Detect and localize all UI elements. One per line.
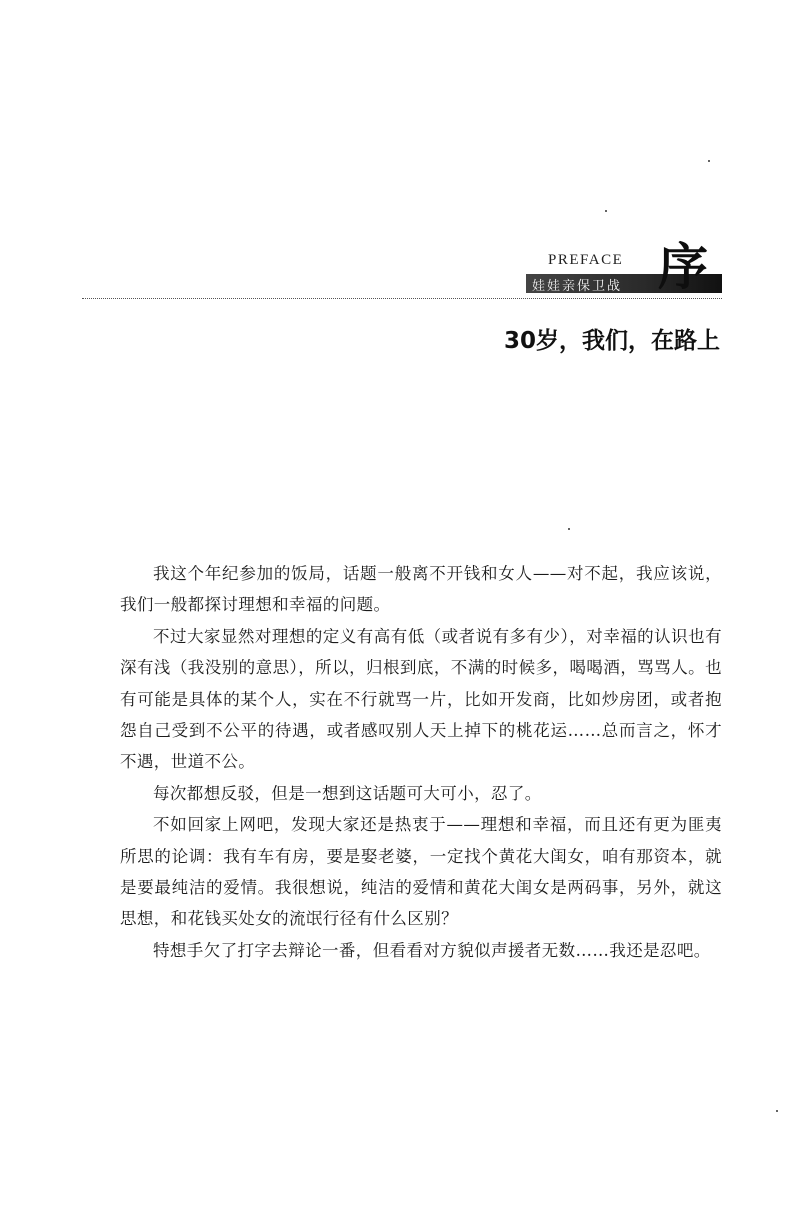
chapter-title: 30岁，我们，在路上 <box>503 328 720 354</box>
paragraph-2: 不过大家显然对理想的定义有高有低（或者说有多有少），对幸福的认识也有深有浅（我没别的意思），所以，归根到底，不满的时候多，喝喝酒，骂骂人。也有可能是具体的某个人，实在不行就骂一片，比如开发商，比如炒房团，或者抱怨自己受到不公平的待遇，或者感叹别人天上掉下的桃花运……总而言之，怀才不遇，世道不公。 <box>120 626 722 772</box>
preface-label: PREFACE <box>548 252 624 268</box>
series-title: 娃娃亲保卫战 <box>532 279 623 294</box>
scan-speck <box>605 210 607 212</box>
paragraph-5: 特想手欠了打字去辩论一番，但看看对方貌似声援者无数……我还是忍吧。 <box>153 940 711 960</box>
paragraph-4: 不如回家上网吧，发现大家还是热衷于——理想和幸福，而且还有更为匪夷所思的论调：我有车有房，要是娶老婆，一定找个黄花大闺女，咱有那资本，就是要最纯洁的爱情。我很想说，纯洁的爱情和黄花大闺女是两码事，另外，就这思想，和花钱买处女的流氓行径有什么区别？ <box>120 815 722 929</box>
body-text <box>120 558 722 966</box>
paragraph-1: 我这个年纪参加的饭局，话题一般离不开钱和女人——对不起，我应该说，我们一般都探讨理想和幸福的问题。 <box>120 564 722 615</box>
scan-speck <box>568 528 570 530</box>
preface-character: 序 <box>658 237 708 296</box>
preface-header <box>526 237 722 298</box>
paragraph-3: 每次都想反驳，但是一想到这话题可大可小，忍了。 <box>153 783 542 803</box>
header-divider <box>82 298 722 299</box>
scan-speck <box>708 160 710 162</box>
scan-speck <box>776 1110 778 1112</box>
